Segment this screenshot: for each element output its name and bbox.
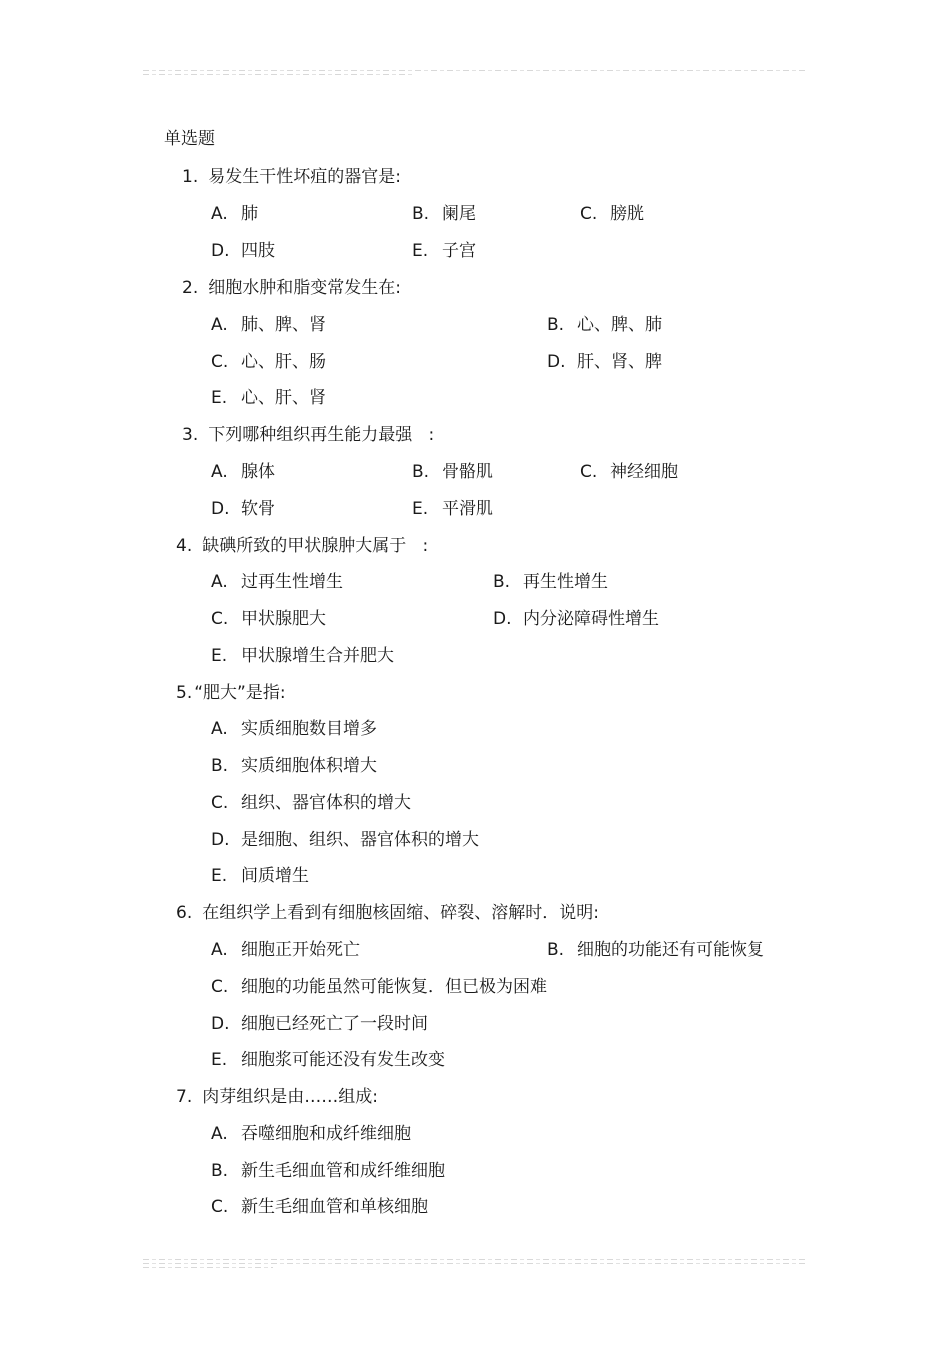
option-letter: E.	[412, 499, 429, 519]
option-5d[interactable]	[211, 829, 479, 851]
header-scan-noise	[143, 74, 413, 75]
option-letter: E.	[211, 866, 228, 886]
option-1c[interactable]	[580, 203, 644, 225]
option-letter: A.	[211, 719, 228, 739]
option-text: 肺	[241, 204, 258, 224]
header-scan-noise	[143, 70, 805, 71]
option-2a[interactable]	[211, 314, 326, 336]
option-4b[interactable]	[493, 571, 608, 593]
footer-scan-noise	[143, 1267, 273, 1268]
option-letter: B.	[412, 462, 430, 482]
option-6d[interactable]	[211, 1013, 428, 1035]
option-letter: B.	[412, 204, 430, 224]
option-text: 神经细胞	[610, 462, 678, 482]
option-6a[interactable]	[211, 939, 360, 961]
option-letter: C.	[580, 204, 598, 224]
question-2	[182, 277, 401, 299]
option-text: 细胞已经死亡了一段时间	[241, 1014, 428, 1034]
option-7a[interactable]	[211, 1123, 411, 1145]
option-letter: C.	[211, 977, 229, 997]
question-number: 4.	[176, 536, 193, 556]
question-text: 在组织学上看到有细胞核固缩、碎裂、溶解时．说明:	[202, 903, 599, 923]
option-6e[interactable]	[211, 1049, 445, 1071]
footer-scan-noise	[143, 1263, 805, 1264]
option-text: 心、肝、肾	[241, 388, 326, 408]
option-text: 膀胱	[610, 204, 644, 224]
option-5e[interactable]	[211, 865, 309, 887]
question-number: 6.	[176, 903, 193, 923]
question-6	[176, 902, 599, 924]
option-text: 心、肝、肠	[241, 352, 326, 372]
option-text: 阑尾	[442, 204, 476, 224]
option-letter: D.	[493, 609, 512, 629]
option-text: 实质细胞数目增多	[241, 719, 377, 739]
option-letter: B.	[547, 315, 565, 335]
option-letter: A.	[211, 462, 228, 482]
option-2e[interactable]	[211, 387, 326, 409]
option-3b[interactable]	[412, 461, 493, 483]
option-4a[interactable]	[211, 571, 343, 593]
option-letter: E.	[412, 241, 429, 261]
option-text: 吞噬细胞和成纤维细胞	[241, 1124, 411, 1144]
option-text: 新生毛细血管和单核细胞	[241, 1197, 428, 1217]
option-text: 内分泌障碍性增生	[523, 609, 659, 629]
question-number: 2.	[182, 278, 199, 298]
option-text: 子宫	[442, 241, 476, 261]
option-1a[interactable]	[211, 203, 258, 225]
option-letter: A.	[211, 315, 228, 335]
option-letter: C.	[580, 462, 598, 482]
option-4d[interactable]	[493, 608, 659, 630]
option-3a[interactable]	[211, 461, 275, 483]
option-letter: B.	[211, 756, 229, 776]
option-text: 心、脾、肺	[577, 315, 662, 335]
option-text: 细胞的功能还有可能恢复	[577, 940, 764, 960]
question-text: “肥大”是指:	[194, 683, 286, 703]
option-text: 再生性增生	[523, 572, 608, 592]
option-text: 细胞的功能虽然可能恢复．但已极为困难	[241, 977, 547, 997]
option-text: 甲状腺肥大	[241, 609, 326, 629]
option-letter: D.	[211, 241, 230, 261]
option-5a[interactable]	[211, 718, 377, 740]
option-letter: A.	[211, 572, 228, 592]
option-letter: B.	[211, 1161, 229, 1181]
question-number: 1.	[182, 167, 199, 187]
option-letter: B.	[493, 572, 511, 592]
question-3	[182, 424, 434, 446]
option-letter: C.	[211, 793, 229, 813]
option-letter: D.	[211, 499, 230, 519]
question-number: 3.	[182, 425, 199, 445]
question-4	[176, 535, 428, 557]
option-7c[interactable]	[211, 1196, 428, 1218]
option-5b[interactable]	[211, 755, 377, 777]
option-letter: B.	[547, 940, 565, 960]
question-text: 细胞水肿和脂变常发生在:	[208, 278, 401, 298]
option-text: 腺体	[241, 462, 275, 482]
option-1b[interactable]	[412, 203, 476, 225]
option-1e[interactable]	[412, 240, 476, 262]
option-1d[interactable]	[211, 240, 275, 262]
option-2c[interactable]	[211, 351, 326, 373]
option-letter: D.	[547, 352, 566, 372]
option-3c[interactable]	[580, 461, 678, 483]
option-letter: A.	[211, 1124, 228, 1144]
question-number: 5.	[176, 683, 193, 703]
question-7	[176, 1086, 378, 1108]
question-text: 缺碘所致的甲状腺肿大属于 :	[202, 536, 429, 556]
option-text: 甲状腺增生合并肥大	[241, 646, 394, 666]
option-letter: A.	[211, 940, 228, 960]
question-number: 7.	[176, 1087, 193, 1107]
option-text: 细胞正开始死亡	[241, 940, 360, 960]
question-text: 下列哪种组织再生能力最强 :	[208, 425, 435, 445]
question-1	[182, 166, 401, 188]
option-text: 骨骼肌	[442, 462, 493, 482]
question-text: 肉芽组织是由……组成:	[202, 1087, 378, 1107]
option-letter: D.	[211, 830, 230, 850]
option-text: 间质增生	[241, 866, 309, 886]
option-letter: C.	[211, 609, 229, 629]
option-letter: E.	[211, 388, 228, 408]
option-2d[interactable]	[547, 351, 662, 373]
option-letter: D.	[211, 1014, 230, 1034]
option-6c[interactable]	[211, 976, 547, 998]
option-4e[interactable]	[211, 645, 394, 667]
option-text: 四肢	[241, 241, 275, 261]
option-text: 新生毛细血管和成纤维细胞	[241, 1161, 445, 1181]
option-text: 肺、脾、肾	[241, 315, 326, 335]
option-6b[interactable]	[547, 939, 764, 961]
option-letter: C.	[211, 352, 229, 372]
option-3e[interactable]	[412, 498, 493, 520]
option-letter: A.	[211, 204, 228, 224]
option-letter: E.	[211, 646, 228, 666]
option-letter: C.	[211, 1197, 229, 1217]
option-text: 实质细胞体积增大	[241, 756, 377, 776]
option-4c[interactable]	[211, 608, 326, 630]
option-text: 细胞浆可能还没有发生改变	[241, 1050, 445, 1070]
footer-scan-noise	[143, 1259, 805, 1260]
option-3d[interactable]	[211, 498, 275, 520]
question-text: 易发生干性坏疽的器官是:	[208, 167, 401, 187]
option-text: 过再生性增生	[241, 572, 343, 592]
option-text: 肝、肾、脾	[577, 352, 662, 372]
option-5c[interactable]	[211, 792, 411, 814]
option-2b[interactable]	[547, 314, 662, 336]
option-7b[interactable]	[211, 1160, 445, 1182]
option-text: 平滑肌	[442, 499, 493, 519]
question-5	[176, 682, 286, 704]
option-text: 软骨	[241, 499, 275, 519]
option-letter: E.	[211, 1050, 228, 1070]
section-heading: 单选题	[164, 129, 215, 149]
option-text: 组织、器官体积的增大	[241, 793, 411, 813]
option-text: 是细胞、组织、器官体积的增大	[241, 830, 479, 850]
